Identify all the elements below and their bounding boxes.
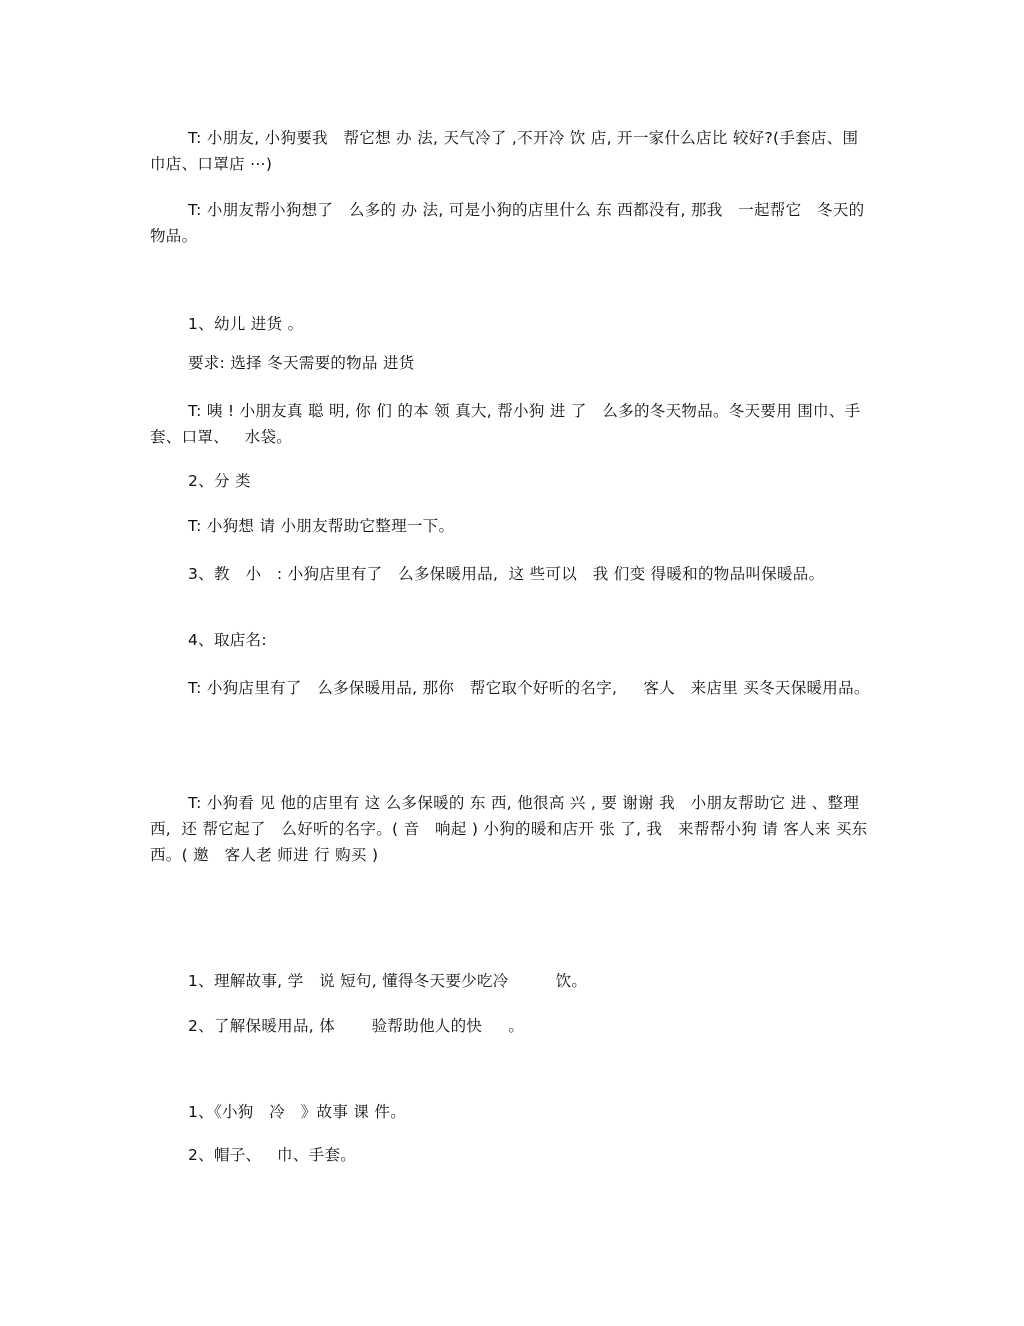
paragraph-dialogue-name-shop: T: 小狗店里有了 么多保暖用品, 那你 帮它取个好听的名字, 客人 来店里 买冬天保暖用品。 <box>188 679 870 697</box>
paragraph-dialogue-shop-type: T: 小朋友, 小狗要我 帮它想 办 法, 天气冷了 ,不开冷 饮 店, 开一家什么店比 较好?(手套店、围 巾店、口罩店 ⋯) <box>150 129 864 173</box>
paragraph-requirement: 要求: 选择 冬天需要的物品 进货 <box>188 354 415 372</box>
paragraph-material-2: 2、帽子、 巾、手套。 <box>188 1146 357 1164</box>
paragraph-goal-1: 1、理解故事, 学 说 短句, 懂得冬天要少吃冷 饮。 <box>188 972 588 990</box>
paragraph-goal-2: 2、了解保暖用品, 体 验帮助他人的快 。 <box>188 1017 525 1035</box>
paragraph-step-stock-goods: 1、幼儿 进货 。 <box>188 315 304 333</box>
paragraph-step-shop-name: 4、取店名: <box>188 631 267 649</box>
paragraph-step-classify: 2、分 类 <box>188 472 251 490</box>
paragraph-step-teach: 3、教 小 : 小狗店里有了 么多保暖用品, 这 些可以 我 们变 得暖和的物品叫保暖品。 <box>188 565 825 583</box>
paragraph-dialogue-shop-open: T: 小狗看 见 他的店里有 这 么多保暖的 东 西, 他很高 兴 , 要 谢谢 我 小朋友帮助它 进 、整理 西, 还 帮它起了 么好听的名字。( 音 响起 ) 小狗的暖和店开 张 了, 我 来帮帮小狗 请 客人来 买东 西。( 邀 客人老 师进 行 购买 ) <box>150 794 875 864</box>
paragraph-dialogue-organize: T: 小狗想 请 小朋友帮助它整理一下。 <box>188 517 455 535</box>
paragraph-material-1: 1、《小狗 冷 》故事 课 件。 <box>188 1103 407 1121</box>
paragraph-dialogue-no-goods: T: 小朋友帮小狗想了 么多的 办 法, 可是小狗的店里什么 东 西都没有, 那我 一起帮它 冬天的物品。 <box>150 201 865 245</box>
paragraph-dialogue-winter-items: T: 咦 ! 小朋友真 聪 明, 你 们 的本 领 真大, 帮小狗 进 了 么多的冬天物品。冬天要用 围巾、手套、口罩、 水袋。 <box>150 402 861 446</box>
